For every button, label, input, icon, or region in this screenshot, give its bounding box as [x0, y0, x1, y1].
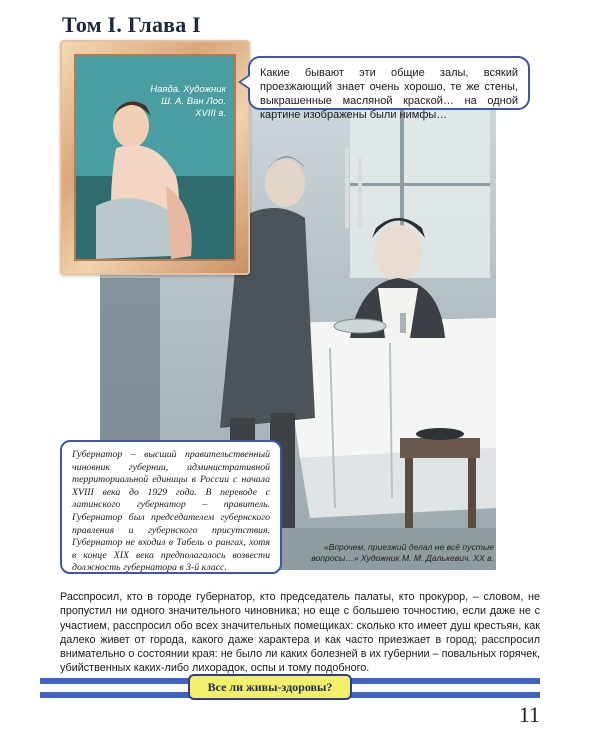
quote-bubble — [248, 56, 530, 121]
portrait-caption-line2: Ш. А. Ван Лоо. — [161, 96, 226, 107]
portrait-frame — [60, 40, 250, 275]
page-title: Том I. Глава I — [62, 12, 201, 37]
page-number: 11 — [518, 702, 540, 727]
body-paragraph: Расспросил, кто в городе губернатор, кто председатель палаты, кто прокурор, – словом, не пропустил ни одного значительного чиновника; но еще с большею точностию, если даже не с участием, расспросил обо всех значительных помещиках: сколько кто имеет душ крестьян, как далеко живет от города, какого даже характера и как часто приезжает в город; расспросил внимательно о состоянии края: не было ли каких болезней в их губернии – повальных горячек, убийственных каких-либо лихорадок, оспы и тому подобного. — [60, 591, 540, 675]
portrait-painting — [76, 56, 234, 259]
illustration-caption-line2: вопросы…» Художник М. М. Далькевич. XX в. — [311, 553, 494, 563]
info-box-text: Губернатор – высший правительственный чиновник губернии, административной территориальной единицы в России с начала XVIII века до 1929 года. В переводе с латинского губернатор – правитель. Губернатор был председателем губернского правления и губернского присутствия. Губернатор не входил в Табель о рангах, хотя в конце XIX века предполагалось возвести должность губернатора в 3-й класс. — [72, 449, 270, 574]
portrait-caption-line3: XVIII в. — [195, 108, 226, 119]
governor-info-box — [60, 440, 282, 574]
portrait-caption-line1: Наяда. Художник — [150, 84, 226, 95]
illustration-caption — [296, 542, 494, 564]
illustration-caption-line1: «Впрочем, приезжий делал не всё пустые — [323, 542, 494, 552]
portrait-caption — [136, 84, 226, 120]
footer-banner: Все ли живы-здоровы? — [188, 674, 352, 700]
bubble-tail — [238, 74, 250, 90]
quote-text: Какие бывают эти общие залы, всякий проезжающий знает очень хорошо, те же стены, выкрашенные масляной краской… на одной картине изображены были нимфы… — [260, 67, 518, 121]
